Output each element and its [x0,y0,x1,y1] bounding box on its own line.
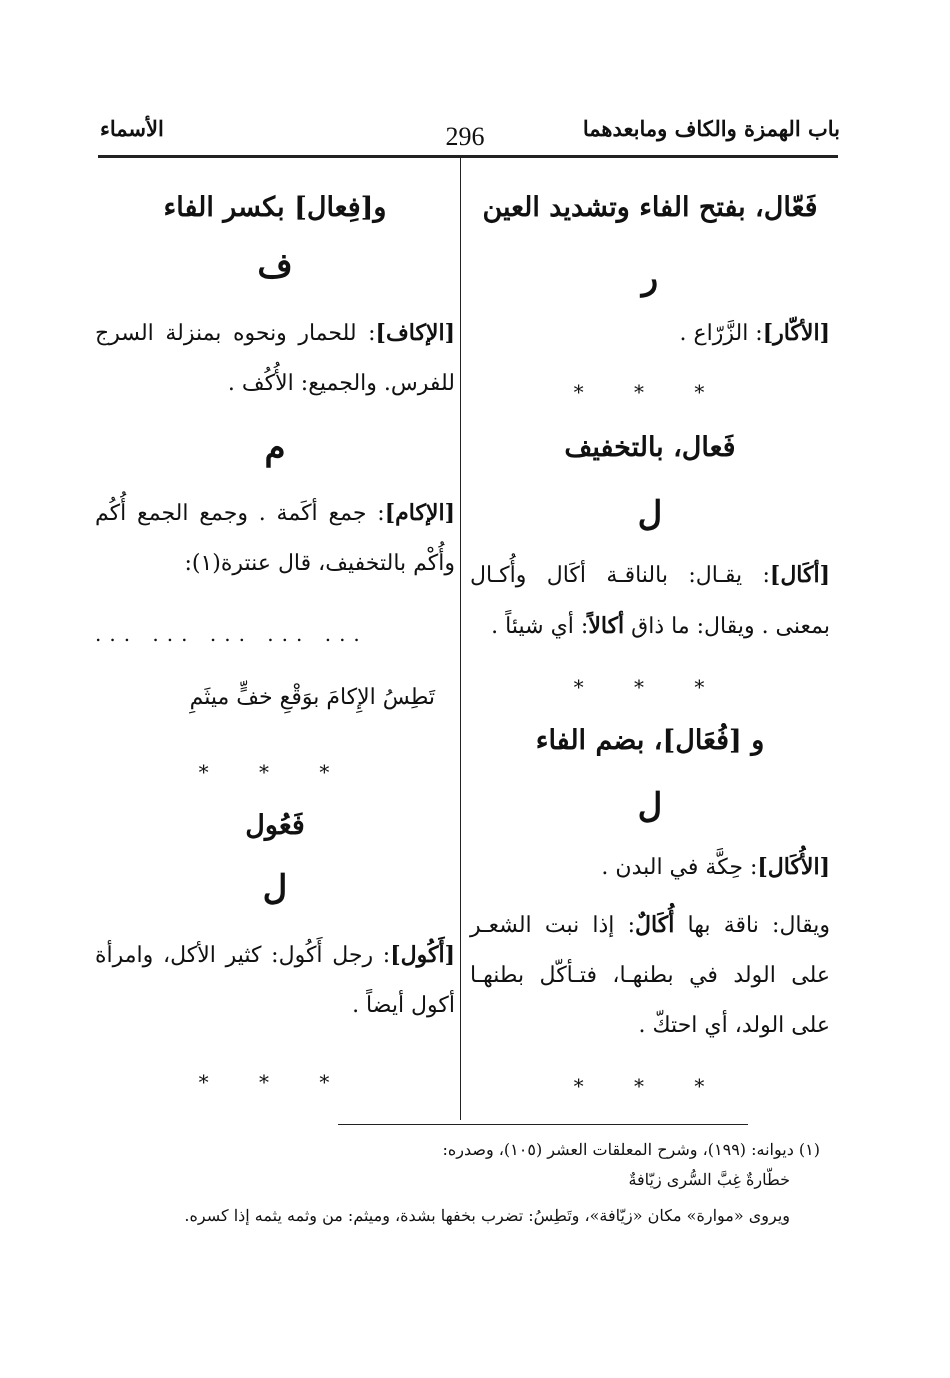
entry-text: : يقـال: بالناقـة أكَال وأُكـال بمعنى . ويقال: ما ذاق [470,563,830,639]
entry [470,550,830,652]
separator-stars: * * * [198,760,352,784]
entry-text: : رجل أَكُول: كثير الأكل، وامرأة أكول أيضاً . [95,943,455,1018]
running-head-left: الأسماء [100,116,164,141]
separator-stars: * * * [573,675,727,699]
section-heading: و[فِعال] بكسر الفاء [163,192,387,223]
separator-stars: * * * [573,1074,727,1098]
footnote-rule [338,1124,748,1125]
entry-text: ويقال: ناقة بها [674,913,831,938]
entry [95,930,455,1031]
entry-term: أُكَالٌ [635,912,675,938]
entry-text: : إذا نبت الشعـر على الولد في بطنهـا، فتـأكّل بطنهـا على الولد، أي احتكّ . [470,913,830,1038]
section-heading: فَعُول [245,810,305,841]
verse-ellipsis: ... ... ... ... ... [95,622,368,646]
footnote-line: ويروى «موارة» مكان «زيّافة»، وتَطِسُ: تضرب بخفها بشدة، وميثم: من وثمه يثمه إذا كسره. [184,1206,790,1225]
entry-term: [أكَال] [769,562,830,588]
entry-term: [أَكُول] [390,942,455,968]
column-divider [460,157,461,1120]
entry-text: : حِكَّة في البدن . [601,855,758,880]
header-rule [98,155,838,158]
root-letter: ل [262,868,288,908]
page-number: 296 [445,122,485,151]
root-letter: ل [637,786,663,826]
section-heading: فَعال، بالتخفيف [564,432,736,463]
entry [470,900,830,1051]
entry-term: أكالاً [588,613,625,639]
separator-stars: * * * [198,1070,352,1094]
root-letter: ر [641,258,659,298]
footnote-line: (١) ديوانه: (١٩٩)، وشرح المعلقات العشر (١٠٥)، وصدره: [442,1140,820,1159]
footnote-verse: خطّارةٌ غِبَّ السُّرى زيّافةٌ [628,1170,790,1189]
entry [470,308,830,359]
separator-stars: * * * [573,380,727,404]
root-letter: م [264,428,286,468]
entry-term: [الأكّار] [762,320,830,346]
entry-text: : جمع أكَمة . وجمع الجمع أُكُم وأُكْم بالتخفيف، قال عنترة(١): [95,501,455,576]
entry-text: : للحمار ونحوه بمنزلة السرج للفرس. والجميع: الأُكُف . [95,321,455,396]
root-letter: ل [637,494,663,534]
entry-text: : الزَّرّاع . [679,321,763,346]
verse-line: تَطِسُ الإِكامَ بوَقْعِ خفٍّ ميثَمِ [189,685,435,710]
entry [470,842,830,893]
entry-term: [الإكام] [384,500,455,526]
section-heading: فَعّال، بفتح الفاء وتشديد العين [482,192,818,223]
entry-text: : أي شيئاً . [491,614,589,639]
entry [95,488,455,589]
section-heading: و [فُعَال]، بضم الفاء [535,725,765,756]
entry-term: [الإكاف] [375,320,455,346]
entry [95,308,455,409]
running-head-right: باب الهمزة والكاف ومابعدهما [582,116,840,141]
entry-term: [الأُكَال] [757,854,830,880]
root-letter: ف [257,246,293,286]
